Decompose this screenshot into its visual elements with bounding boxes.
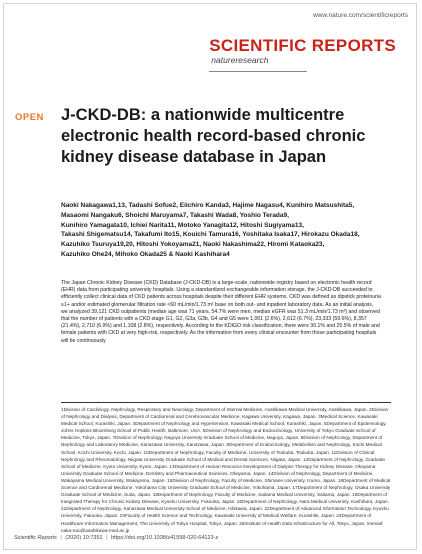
brand-name: SCIENTIFIC REPORTS	[209, 36, 396, 55]
footer-doi[interactable]: https://doi.org/10.1038/s41598-020-64123-z	[111, 535, 219, 541]
brand-subtitle: natureresearch	[211, 55, 269, 65]
affiliation-divider	[61, 402, 391, 403]
footer-journal: Scientific Reports	[14, 535, 57, 541]
affiliations: 1Division of Cardiology, Nephrology, Respiratory and Neurology, Department of Internal Medicine, Asahikawa Medical University, Asahikawa, Japan. 2Division of Nephrology and Dialysis, Department of Cardiorenal and Cerebrovascular Medicine, Kagawa University, Kagawa, Japan. 3Medical Science, Kawasaki Medical School, Kurashiki, Japan. 4Department of Nephrology and Hypertension, Kawasaki Medical School, Kurashiki, Japan. 5Department of Epidemiology, Johns Hopkins Bloomberg School of Public Health, Baltimore, USA. 6Division of Nephrology and Endocrinology, University of Tokyo Graduate School of Medicine, Tokyo, Japan. 7Division of Nephrology, Nagoya University Graduate School of Medicine, Nagoya, Japan. 8Division of Nephrology, Department of Nephrology and Laboratory Medicine, Kanazawa University, Kanazawa, Japan. 9Department of Endocrinology, Metabolism and Nephrology, Kochi Medical School, Kochi University, Kochi, Japan. 10Department of Nephrology, Faculty of Medicine, University of Tsukuba, Tsukuba, Japan. 11Division of Clinical Nephrology and Rheumatology, Niigata University Graduate School of Medical and Dental Sciences, Niigata, Japan. 12Department of Nephrology, Graduate School of Medicine, Kyoto University, Kyoto, Japan. 13Department of Human Resource Development of Dialysis Therapy for Kidney Disease, Okayama University Graduate School of Medicine, Dentistry and Pharmaceutical Sciences, Okayama, Japan. 14Division of Nephrology, Department of Medicine, Wakayama Medical University, Wakayama, Japan. 15Division of Nephrology, Faculty of Medicine, Shimane University, Izumo, Japan. 16Department of Medical Science and Cardiorenal Medicine, Yokohama City University Graduate School of Medicine, Yokohama, Japan. 17Department of Nephrology, Osaka University Graduate School of Medicine, Suita, Japan. 18Department of Nephrology, Faculty of Medicine, Saitama Medical University, Saitama, Japan. 19Department of Integrated Therapy for Chronic Kidney Disease, Kyushu University, Fukuoka, Japan. 20Department of Nephrology, Nara Medical University, Kashihara, Japan. 21Department of Nephrology, Kanazawa Medical University School of Medicine, Ishikawa, Japan. 22Department of Advanced Information Technology, Kyushu University, Fukuoka, Japan. 23Faculty of Health Science and Technology, Kawasaki University of Medical Welfare, Kurashiki, Japan. 24Department of Healthcare Information Management, The University of Tokyo Hospital, Tokyo, Japan. 25Institute of Health Data Infrastructure for All, Tokyo, Japan. ✉email: naka-nao@asahikawa-med.ac.jp	[61, 407, 391, 533]
footer-citation: (2020) 10:7351	[65, 535, 103, 541]
abstract: The Japan Chronic Kidney Disease (CKD) Database (J-CKD-DB) is a large-scale, nationwide registry based on electronic health record (EHR) data from participating university hospitals. Using a standardized exchangeable information storage, the J-CKD-DB succeeded to efficiently collect clinical data of CKD patients across hospitals despite their different EHR systems. CKD was defined as dipstick proteinuria ≥1+ and/or estimated glomerular filtration rate <60 mL/min/1.73 m² base on both out- and inpatient laboratory data. As an initial analysis, we analyzed 39,121 CKD outpatients (median age was 71 years, 54.7% were men, median eGFR was 51.3 mL/min/1.73 m²) and observed that the number of patients with a CKD stage G1, G2, G3a, G3b, G4 and G5 were 1,001 (2.6%), 2,612 (6.7%), 23,333 (59.6%), 8,357 (21.4%), 2,710 (6.9%) and 1,108 (2.8%), respectively. According to the KDIGO risk classification, there were 30.1% and 25.5% of male and female patients with CKD at very high-risk, respectively. As the information from every clinical encounter from those participating hospitals will be continuously	[61, 280, 381, 344]
footer-separator: |	[106, 535, 108, 541]
open-access-badge: OPEN	[15, 112, 44, 123]
author-list: Naoki Nakagawa1,13, Tadashi Sofue2, Eiichiro Kanda3, Hajime Nagasu4, Kunihiro Matsushita5, Masaomi Nangaku6, Shoichi Maruyama7, Takashi Wada8, Yoshio Terada9, Kunihiro Yamagata10, Ichiei Narita11, Motoko Yanagita12, Hitoshi Sugiyama13, Takashi Shigematsu14, Takafumi Ito15, Kouichi Tamura16, Yoshitaka Isaka17, Hirokazu Okada18, Kazuhiko Tsuruya19,20, Hitoshi Yokoyama21, Naoki Nakashima22, Hiromi Kataoka23, Kazuhiko Ohe24, Mihoko Okada25 & Naoki Kashihara4	[61, 202, 360, 258]
paper-page	[3, 3, 417, 550]
paper-title: J-CKD-DB: a nationwide multicentre electronic health record-based chronic kidney disease database in Japan	[61, 106, 366, 166]
journal-brand	[209, 37, 396, 72]
page-footer	[14, 535, 218, 541]
journal-url[interactable]: www.nature.com/scientificreports	[312, 12, 408, 19]
footer-separator: |	[60, 535, 62, 541]
brand-divider	[209, 71, 307, 72]
